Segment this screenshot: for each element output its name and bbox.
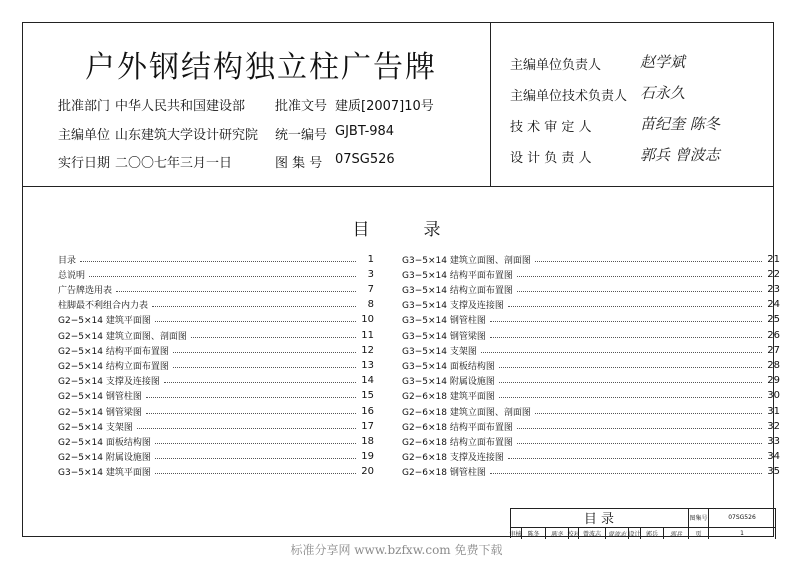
toc-entry-page: 17	[361, 420, 374, 432]
leader-dots	[152, 306, 356, 307]
toc-entry[interactable]	[402, 251, 780, 267]
toc-entry[interactable]	[58, 312, 374, 328]
responsible-label: 设 计 负 责 人	[510, 151, 592, 166]
signature: 赵学斌	[640, 53, 686, 71]
toc-entry-page: 22	[767, 268, 780, 280]
meta-label: 统一编号	[275, 127, 328, 143]
watermark: 标准分享网 www.bzfxw.com 免费下载	[290, 543, 503, 557]
toc-entry[interactable]	[402, 342, 780, 358]
leader-dots	[499, 367, 762, 368]
toc-entry[interactable]	[58, 449, 374, 465]
toc-entry-page: 16	[361, 405, 374, 417]
toc-entry-label: G2−6×18 建筑平面图	[402, 392, 495, 403]
toc-entry-label: 总说明	[58, 270, 86, 281]
meta-label: 图 集 号	[275, 156, 323, 171]
toc-entry[interactable]	[402, 464, 780, 480]
toc-entry-page: 24	[767, 299, 780, 311]
leader-dots	[173, 352, 356, 353]
toc-entry[interactable]	[58, 418, 374, 434]
page-label: 页	[689, 527, 709, 539]
toc-entry-label: 目录	[58, 255, 77, 266]
toc-entry-page: 18	[361, 435, 374, 447]
toc-entry-page: 30	[767, 390, 780, 402]
toc-entry[interactable]	[58, 464, 374, 480]
title-block	[510, 508, 775, 538]
leader-dots	[164, 382, 356, 383]
page-number: 1	[709, 527, 776, 539]
toc-entry-label: G2−6×18 支撑及连接图	[402, 453, 504, 464]
toc-entry-label: G3−5×14 结构平面布置图	[402, 270, 513, 281]
toc-entry-label: G3−5×14 支架图	[402, 346, 477, 357]
toc-entry-page: 21	[767, 253, 780, 265]
toc-entry[interactable]	[58, 327, 374, 343]
toc-entry[interactable]	[58, 357, 374, 373]
signature: 苗纪奎 陈冬	[640, 115, 720, 133]
toc-entry-page: 29	[767, 375, 780, 387]
toc-entry[interactable]	[402, 327, 780, 343]
responsible-label: 技 术 审 定 人	[510, 120, 592, 135]
leader-dots	[517, 443, 762, 444]
toc-entry[interactable]	[58, 297, 374, 313]
toc-entry[interactable]	[58, 433, 374, 449]
review-label: 审核	[510, 527, 522, 539]
signature: 石永久	[640, 84, 686, 102]
toc-entry[interactable]	[402, 312, 780, 328]
meta-value: 建质[2007]10号	[335, 99, 434, 114]
toc-entry-page: 14	[361, 375, 374, 387]
toc-entry[interactable]	[58, 373, 374, 389]
designer-signature: 郭兵	[664, 527, 689, 539]
leader-dots	[191, 337, 356, 338]
toc-entry-page: 12	[361, 344, 374, 356]
atlas-number: 07SG526	[709, 508, 776, 527]
leader-dots	[155, 321, 356, 322]
check-label: 校对	[569, 527, 579, 539]
toc-entry[interactable]	[402, 297, 780, 313]
toc-entry-page: 3	[367, 268, 374, 280]
toc-entry-page: 8	[367, 299, 374, 311]
meta-value: 山东建筑大学设计研究院	[115, 127, 259, 143]
toc-entry-page: 26	[767, 329, 780, 341]
toc-entry[interactable]	[402, 266, 780, 282]
toc-entry[interactable]	[402, 388, 780, 404]
leader-dots	[146, 397, 356, 398]
toc-entry-label: G2−5×14 建筑立面图、剖面图	[58, 331, 187, 342]
toc-entry[interactable]	[58, 388, 374, 404]
toc-entry-label: G3−5×14 建筑立面图、剖面图	[402, 255, 531, 266]
atlas-title: 户外钢结构独立柱广告牌	[85, 50, 437, 85]
leader-dots	[155, 458, 356, 459]
leader-dots	[490, 337, 762, 338]
leader-dots	[481, 352, 762, 353]
leader-dots	[499, 397, 762, 398]
toc-entry-page: 35	[767, 466, 780, 478]
toc-entry-page: 23	[767, 283, 780, 295]
toc-entry-page: 7	[367, 283, 374, 295]
toc-entry-page: 15	[361, 390, 374, 402]
responsible-label: 主编单位负责人	[510, 58, 602, 73]
leader-dots	[146, 413, 356, 414]
leader-dots	[517, 428, 762, 429]
toc-entry-page: 34	[767, 451, 780, 463]
toc-entry[interactable]	[402, 433, 780, 449]
toc-entry[interactable]	[58, 342, 374, 358]
toc-entry-label: G3−5×14 建筑平面图	[58, 468, 151, 479]
toc-entry-label: G2−5×14 支架图	[58, 422, 133, 433]
toc-title: 目 录	[352, 220, 441, 240]
toc-entry-page: 11	[361, 329, 374, 341]
toc-entry[interactable]	[402, 403, 780, 419]
toc-entry-label: G2−6×18 结构平面布置图	[402, 422, 513, 433]
toc-entry-label: G2−5×14 附属设施图	[58, 453, 151, 464]
toc-entry-page: 33	[767, 435, 780, 447]
leader-dots	[535, 261, 762, 262]
toc-entry[interactable]	[58, 266, 374, 282]
header-divider	[490, 22, 491, 187]
toc-entry[interactable]	[402, 418, 780, 434]
toc-entry-label: G2−5×14 面板结构图	[58, 437, 151, 448]
toc-entry-label: G3−5×14 附属设施图	[402, 377, 495, 388]
checker-signature: 曾波志	[606, 527, 629, 539]
meta-label: 主编单位	[58, 127, 111, 143]
toc-entry-label: G2−5×14 建筑平面图	[58, 316, 151, 327]
toc-entry[interactable]	[402, 357, 780, 373]
leader-dots	[508, 306, 762, 307]
toc-entry-label: G2−5×14 结构平面布置图	[58, 346, 169, 357]
toc-entry-page: 13	[361, 359, 374, 371]
meta-label: 批准部门	[58, 99, 111, 114]
atlas-label: 图集号	[689, 508, 709, 527]
toc-entry-page: 31	[767, 405, 780, 417]
toc-entry[interactable]	[58, 403, 374, 419]
designer: 郭兵	[641, 527, 664, 539]
toc-entry-label: 广告牌选用表	[58, 285, 113, 296]
leader-dots	[155, 443, 356, 444]
meta-label: 批准文号	[275, 99, 328, 114]
toc-entry-page: 28	[767, 359, 780, 371]
toc-entry[interactable]	[402, 449, 780, 465]
toc-entry-label: G2−6×18 建筑立面图、剖面图	[402, 407, 531, 418]
meta-value: GJBT-984	[335, 123, 395, 139]
leader-dots	[173, 367, 356, 368]
title-block-name: 目 录	[510, 508, 689, 527]
reviewer-signature: 陈冬	[546, 527, 569, 539]
reviewer: 陈冬	[522, 527, 546, 539]
toc-entry-page: 27	[767, 344, 780, 356]
toc-entry-page: 20	[361, 466, 374, 478]
toc-entry-label: G3−5×14 结构立面布置图	[402, 285, 513, 296]
toc-entry[interactable]	[58, 281, 374, 297]
toc-entry-label: G3−5×14 面板结构图	[402, 361, 495, 372]
toc-entry-label: G3−5×14 钢管梁图	[402, 331, 486, 342]
toc-entry-label: G2−5×14 钢管柱图	[58, 392, 142, 403]
toc-entry[interactable]	[402, 373, 780, 389]
leader-dots	[155, 473, 356, 474]
toc-entry[interactable]	[402, 281, 780, 297]
leader-dots	[517, 276, 762, 277]
responsible-label: 主编单位技术负责人	[510, 89, 628, 104]
meta-value: 中华人民共和国建设部	[115, 99, 246, 114]
toc-entry[interactable]	[58, 251, 374, 267]
leader-dots	[490, 473, 762, 474]
design-label: 设计	[629, 527, 641, 539]
toc-entry-page: 25	[767, 314, 780, 326]
toc-entry-label: G3−5×14 支撑及连接图	[402, 301, 504, 312]
meta-value: 二〇〇七年三月一日	[115, 156, 233, 171]
toc-entry-label: G2−5×14 支撑及连接图	[58, 377, 160, 388]
toc-entry-page: 32	[767, 420, 780, 432]
leader-dots	[508, 458, 762, 459]
leader-dots	[490, 321, 762, 322]
leader-dots	[116, 291, 356, 292]
signature: 郭兵 曾波志	[640, 146, 720, 164]
leader-dots	[89, 276, 356, 277]
leader-dots	[517, 291, 762, 292]
toc-entry-page: 10	[361, 314, 374, 326]
leader-dots	[499, 382, 762, 383]
meta-value: 07SG526	[335, 152, 395, 167]
checker: 曾波志	[579, 527, 606, 539]
toc-entry-label: G2−5×14 钢管梁图	[58, 407, 142, 418]
toc-entry-label: G2−6×18 钢管柱图	[402, 468, 486, 479]
leader-dots	[80, 261, 356, 262]
toc-entry-label: 柱脚最不利组合内力表	[58, 301, 149, 312]
leader-dots	[535, 413, 762, 414]
leader-dots	[137, 428, 356, 429]
toc-entry-label: G2−6×18 结构立面布置图	[402, 437, 513, 448]
toc-entry-label: G2−5×14 结构立面布置图	[58, 361, 169, 372]
meta-label: 实行日期	[58, 156, 111, 171]
toc-entry-page: 1	[367, 253, 374, 265]
toc-entry-page: 19	[361, 451, 374, 463]
toc-entry-label: G3−5×14 钢管柱图	[402, 316, 486, 327]
